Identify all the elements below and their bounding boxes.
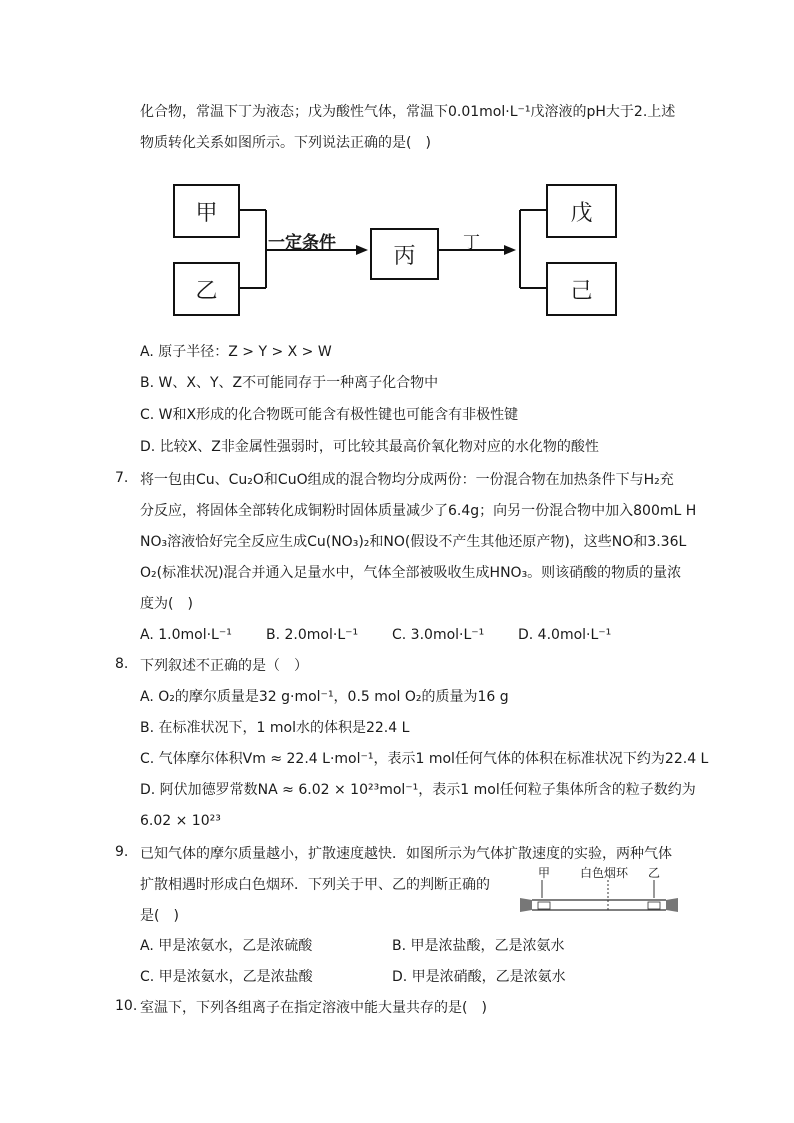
arrow-label-condition: 一定条件 — [268, 233, 336, 253]
q6-option-b: B. W、X、Y、Z不可能同存于一种离子化合物中 — [140, 375, 439, 391]
q7-option-c: C. 3.0mol·L⁻¹ — [392, 627, 485, 643]
box-wu: 戊 — [546, 184, 617, 238]
tube-label-jia: 甲 — [538, 866, 551, 880]
q7-number: 7. — [115, 470, 129, 486]
q8-option-c: C. 气体摩尔体积Vm ≈ 22.4 L·mol⁻¹，表示1 mol任何气体的体积在标准状况下约为22.4 L — [140, 751, 709, 767]
q9-line-1: 已知气体的摩尔质量越小，扩散速度越快．如图所示为气体扩散速度的实验，两种气体 — [140, 846, 672, 862]
q8-option-d: D. 阿伏加德罗常数NA ≈ 6.02 × 10²³mol⁻¹，表示1 mol任何粒子集体所含的粒子数约为 — [140, 782, 696, 798]
q8-option-a: A. O₂的摩尔质量是32 g·mol⁻¹，0.5 mol O₂的质量为16 g — [140, 689, 509, 705]
q6-option-c: C. W和X形成的化合物既可能含有极性键也可能含有非极性键 — [140, 407, 519, 423]
q6-line-1: 化合物，常温下丁为液态；戊为酸性气体，常温下0.01mol·L⁻¹戊溶液的pH大于2.上述 — [140, 104, 676, 120]
q7-line-2: 分反应，将固体全部转化成铜粉时固体质量减少了6.4g；向另一份混合物中加入800mL H — [140, 503, 697, 519]
box-jia: 甲 — [173, 184, 240, 238]
q10-number: 10. — [115, 998, 138, 1014]
q7-line-3: NO₃溶液恰好完全反应生成Cu(NO₃)₂和NO(假设不产生其他还原产物)，这些NO和3.36L — [140, 534, 687, 550]
box-bing: 丙 — [370, 228, 439, 280]
q8-number: 8. — [115, 656, 129, 672]
q7-option-b: B. 2.0mol·L⁻¹ — [266, 627, 359, 643]
arrow-label-ding: 丁 — [463, 233, 480, 253]
q8-option-d-cont: 6.02 × 10²³ — [140, 813, 221, 829]
q10-stem: 室温下，下列各组离子在指定溶液中能大量共存的是( ) — [140, 1000, 487, 1016]
diffusion-tube-figure — [516, 864, 682, 914]
tube-label-yi: 乙 — [648, 866, 661, 880]
tube-drawing — [516, 864, 682, 914]
q9-option-b: B. 甲是浓盐酸，乙是浓氨水 — [392, 938, 565, 954]
q9-line-3: 是( ) — [140, 908, 179, 924]
q9-option-a: A. 甲是浓氨水，乙是浓硫酸 — [140, 938, 313, 954]
q7-option-d: D. 4.0mol·L⁻¹ — [518, 627, 612, 643]
q9-option-c: C. 甲是浓氨水，乙是浓盐酸 — [140, 969, 313, 985]
q8-stem: 下列叙述不正确的是（ ） — [140, 658, 308, 674]
tube-label-smoke-ring: 白色烟环 — [580, 866, 629, 880]
q7-line-5: 度为( ) — [140, 596, 193, 612]
q8-option-b: B. 在标准状况下，1 mol水的体积是22.4 L — [140, 720, 410, 736]
box-ji: 己 — [546, 262, 617, 316]
q7-option-a: A. 1.0mol·L⁻¹ — [140, 627, 232, 643]
q7-line-4: O₂(标准状况)混合并通入足量水中，气体全部被吸收生成HNO₃。则该硝酸的物质的量浓 — [140, 565, 682, 581]
q6-option-d: D. 比较X、Z非金属性强弱时，可比较其最高价氧化物对应的水化物的酸性 — [140, 439, 599, 455]
q7-line-1: 将一包由Cu、Cu₂O和CuO组成的混合物均分成两份：一份混合物在加热条件下与H₂充 — [140, 472, 674, 488]
box-yi: 乙 — [173, 262, 240, 316]
q6-option-a: A. 原子半径：Z > Y > X > W — [140, 344, 332, 360]
conversion-diagram — [140, 170, 620, 320]
q9-number: 9. — [115, 844, 129, 860]
q6-line-2: 物质转化关系如图所示。下列说法正确的是( ) — [140, 135, 431, 151]
q9-line-2: 扩散相遇时形成白色烟环．下列关于甲、乙的判断正确的 — [140, 877, 490, 893]
q9-option-d: D. 甲是浓硝酸，乙是浓氨水 — [392, 969, 566, 985]
